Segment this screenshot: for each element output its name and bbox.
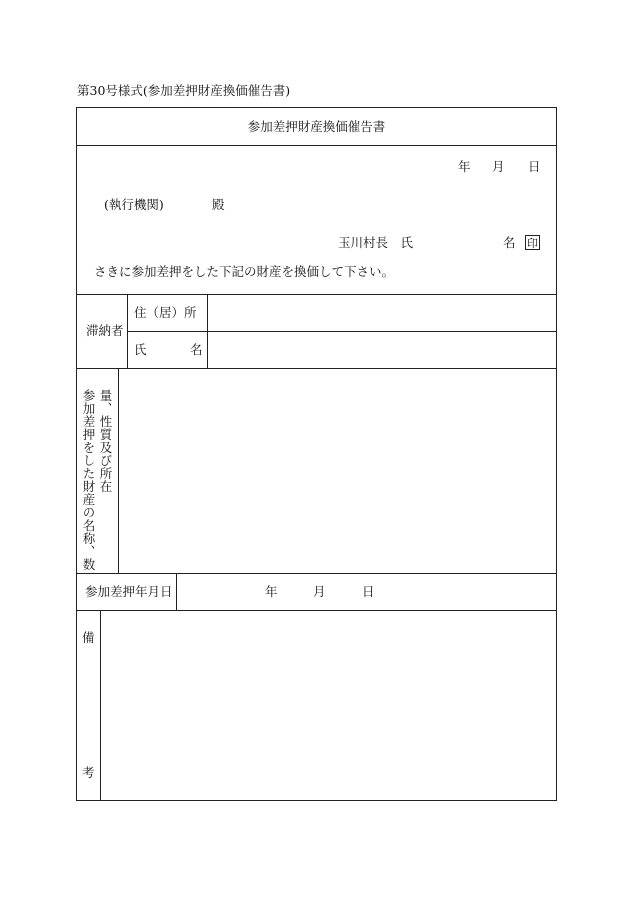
remarks-field[interactable] — [108, 618, 549, 793]
form-title: 参加差押財産換価催告書 — [247, 119, 386, 134]
form-number-label: 第30号様式(参加差押財産換価催告書) — [77, 83, 291, 98]
name-label-first: 氏 — [134, 342, 147, 357]
rule-property — [76, 573, 557, 574]
remarks-label-top: 備 — [82, 630, 95, 645]
date-day-label: 日 — [528, 159, 541, 174]
seal-mark: 印 — [527, 237, 538, 250]
date-month-label: 月 — [492, 159, 505, 174]
sender-name-suffix: 名 — [503, 235, 516, 250]
rule-date — [76, 610, 557, 611]
addressee-honorific: 殿 — [212, 197, 225, 212]
attachment-date-label: 参加差押年月日 — [85, 584, 173, 599]
attachment-day-label: 日 — [362, 584, 375, 599]
address-field[interactable] — [213, 306, 549, 320]
rule-delinquent — [76, 368, 557, 369]
rule-remarks-label — [100, 610, 101, 801]
rule-title — [76, 145, 557, 146]
request-text: さきに参加差押をした下記の財産を換価して下さい。 — [94, 264, 395, 279]
name-label-second: 名 — [190, 342, 203, 357]
rule-date-label — [176, 573, 177, 610]
rule-address — [127, 331, 557, 332]
address-label: 住（居）所 — [134, 305, 197, 320]
remarks-label-bottom: 考 — [82, 765, 95, 780]
rule-delinquent-field — [207, 294, 208, 368]
rule-property-label — [118, 368, 119, 573]
property-field[interactable] — [125, 376, 549, 566]
addressee-agency: (執行機関) — [104, 197, 164, 212]
rule-delinquent-label — [127, 294, 128, 368]
date-year-label: 年 — [458, 159, 471, 174]
property-label-line1: 量、性質及び所在 — [98, 389, 113, 493]
name-field[interactable] — [213, 343, 549, 357]
attachment-year-label: 年 — [265, 584, 278, 599]
delinquent-label: 滞納者 — [86, 323, 124, 338]
rule-header — [76, 294, 557, 295]
property-label-line2: 参加差押をした財産の名称、数 — [81, 389, 96, 571]
sender-name: 玉川村長 氏 — [338, 235, 414, 250]
attachment-month-label: 月 — [313, 584, 326, 599]
